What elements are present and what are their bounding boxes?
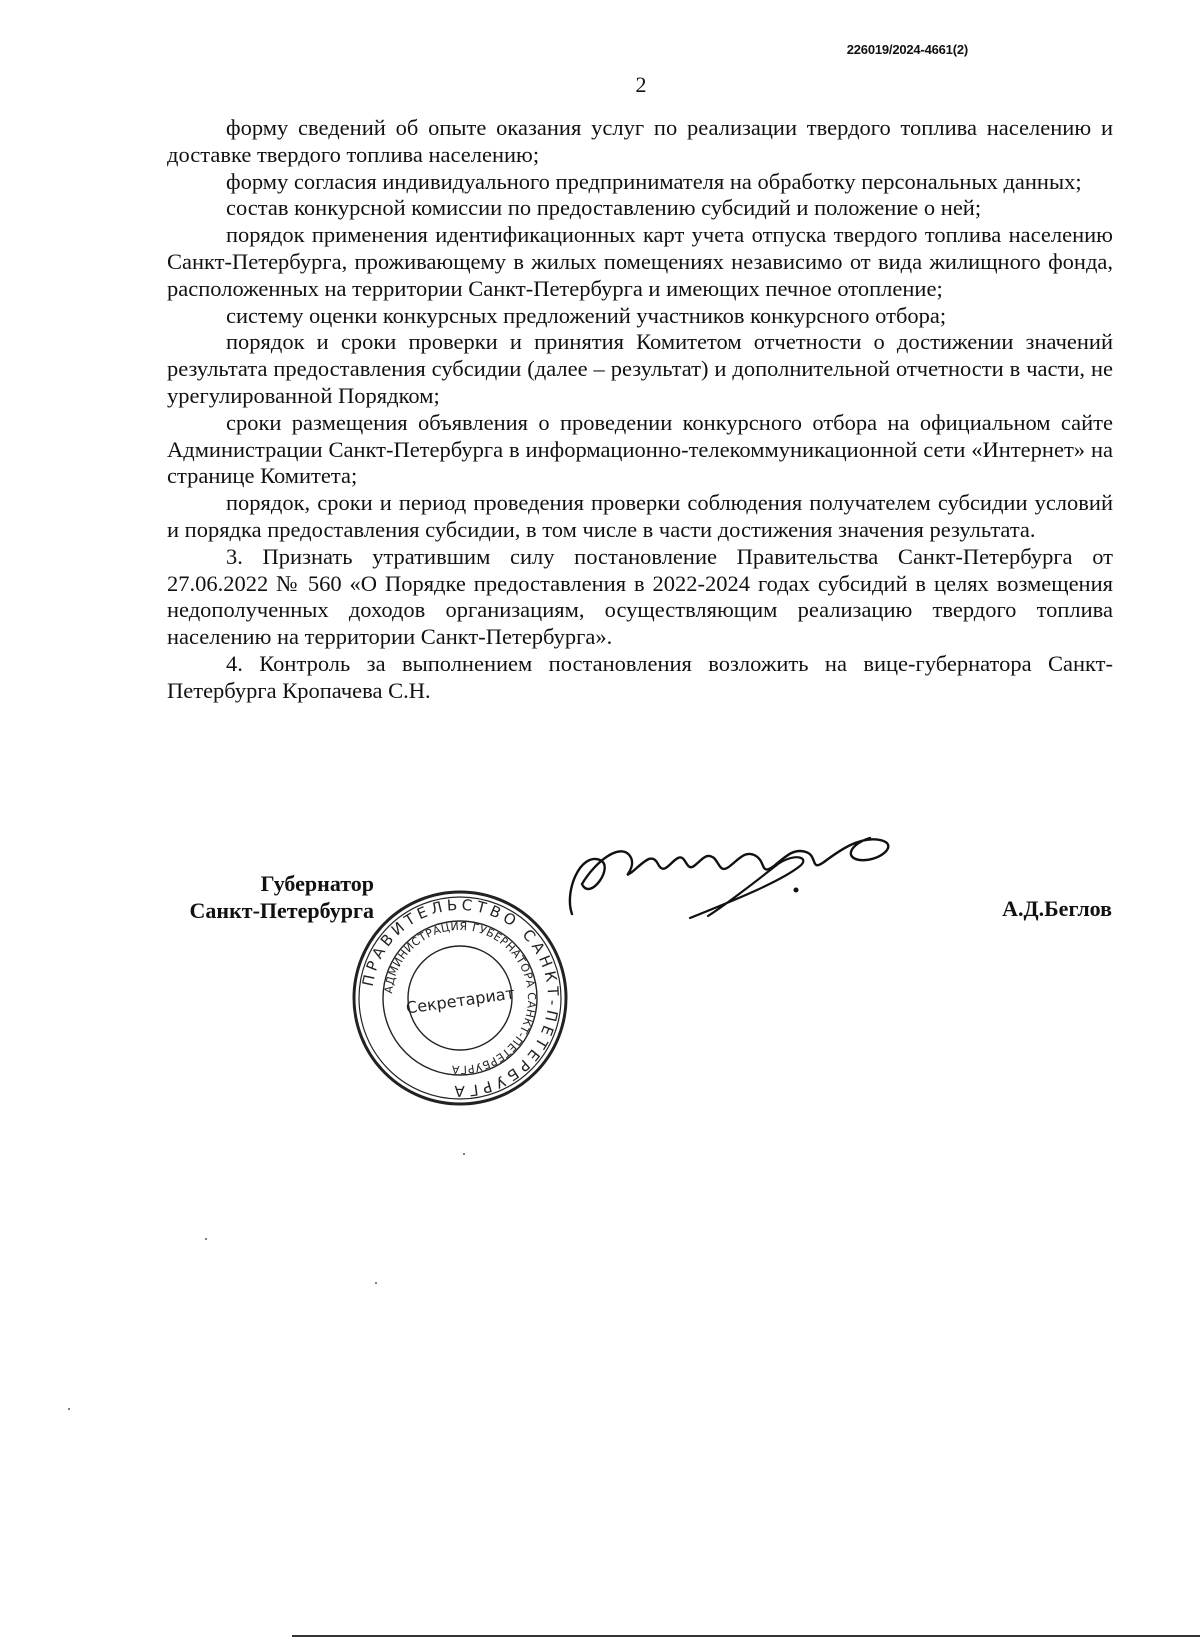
scan-edge-line — [292, 1635, 1200, 1637]
paragraph: состав конкурсной комиссии по предоставлению субсидий и положение о ней; — [226, 195, 982, 221]
handwritten-signature — [560, 822, 920, 932]
paragraph: систему оценки конкурсных предложений участников конкурсного отбора; — [226, 302, 947, 328]
paragraph: сроки размещения объявления о проведении конкурсного отбора на официальном сайте Администрации Санкт-Петербурга в информационно-телекоммуникационной сети «Интернет» на странице Комитета; — [167, 409, 1113, 489]
stamp-outer-text: ПРАВИТЕЛЬСТВО САНКТ-ПЕТЕРБУРГА — [358, 895, 563, 1101]
document-number: 226019/2024-4661(2) — [846, 42, 968, 57]
paragraph: форму сведений об опыте оказания услуг по реализации твердого топлива населению и доставке твердого топлива населению; — [167, 115, 1113, 167]
paragraph: форму согласия индивидуального предпринимателя на обработку персональных данных; — [226, 168, 1082, 194]
scan-speck — [68, 1408, 70, 1410]
paragraph: 4. Контроль за выполнением постановления возложить на вице-губернатора Санкт-Петербурга Кропачева С.Н. — [167, 650, 1113, 703]
signatory-title-line1: Губернатор — [260, 871, 374, 896]
official-seal-stamp — [350, 888, 570, 1108]
stamp-inner-text: АДМИНИСТРАЦИЯ ГУБЕРНАТОРА САНКТ-ПЕТЕРБУРГА — [382, 919, 539, 1077]
scan-speck — [463, 1153, 465, 1155]
paragraph: порядок, сроки и период проведения проверки соблюдения получателем субсидии условий и порядка предоставления субсидии, в том числе в части достижения значения результата. — [167, 490, 1113, 542]
stamp-center-text: Секретариат — [404, 983, 516, 1018]
signatory-title-line2: Санкт-Петербурга — [189, 898, 374, 923]
signatory-name: А.Д.Беглов — [1002, 896, 1112, 921]
document-body — [167, 115, 1113, 705]
signatory-title — [167, 870, 374, 924]
paragraph: порядок применения идентификационных карт учета отпуска твердого топлива населению Санкт-Петербурга, проживающему в жилых помещениях независимо от вида жилищного фонда, расположенных на территории Санкт-Петербурга и имеющих печное отопление; — [167, 222, 1113, 301]
scan-speck — [375, 1282, 377, 1284]
paragraph: порядок и сроки проверки и принятия Комитетом отчетности о достижении значений результата предоставления субсидии (далее – результат) и дополнительной отчетности в части, не урегулированной Порядком; — [167, 329, 1113, 408]
page-number: 2 — [635, 72, 647, 97]
scan-speck — [205, 1238, 207, 1240]
paragraph: 3. Признать утратившим силу постановление Правительства Санкт-Петербурга от 27.06.2022 № 560 «О Порядке предоставления в 2022-2024 годах субсидий в целях возмещения недополученных доходов организациям, осуществляющим реализацию твердого топлива населению на территории Санкт-Петербурга». — [167, 543, 1113, 650]
